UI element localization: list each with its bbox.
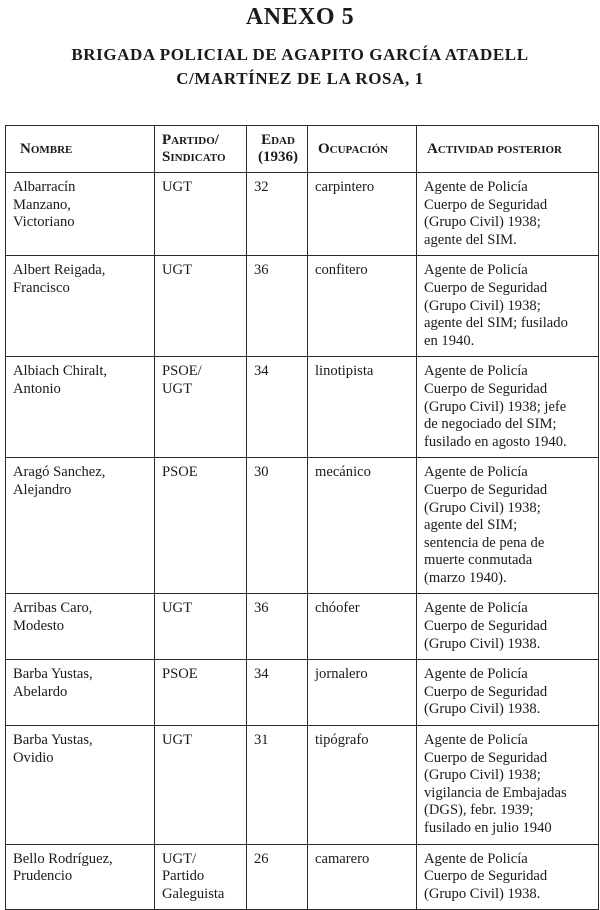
cell-actividad-line: Agente de Policía xyxy=(424,600,528,617)
cell-ocupacion: linotipista xyxy=(308,357,417,458)
cell-nombre-line: Arribas Caro, xyxy=(13,600,93,617)
table-body xyxy=(6,173,599,910)
cell-actividad-line: en 1940. xyxy=(424,332,475,349)
cell-nombre-line: Manzano, xyxy=(13,196,71,213)
cell-nombre-line: Prudencio xyxy=(13,868,73,885)
table-header-row xyxy=(6,126,599,173)
cell-nombre-line: Albarracín xyxy=(13,179,76,195)
table-row xyxy=(6,256,599,357)
cell-actividad-line: agente del SIM; fusilado xyxy=(424,315,568,332)
cell-edad: 36 xyxy=(247,594,308,660)
cell-actividad-line: Cuerpo de Seguridad xyxy=(424,196,548,213)
annex-table xyxy=(5,125,599,910)
table-row xyxy=(6,458,599,594)
cell-partido-line: PSOE/ xyxy=(162,363,202,380)
cell-actividad-line: Cuerpo de Seguridad xyxy=(424,868,548,885)
cell-actividad xyxy=(417,256,599,357)
cell-partido-line: UGT xyxy=(162,732,192,749)
cell-nombre-line: Victoriano xyxy=(13,214,75,231)
cell-actividad-line: (Grupo Civil) 1938; jefe xyxy=(424,398,567,415)
cell-nombre xyxy=(6,357,155,458)
cell-ocupacion: camarero xyxy=(308,844,417,910)
column-header-ocupacion xyxy=(308,126,417,173)
cell-actividad xyxy=(417,458,599,594)
cell-partido-line: UGT xyxy=(162,600,192,617)
cell-nombre-line: Albiach Chiralt, xyxy=(13,363,108,380)
cell-actividad-line: (Grupo Civil) 1938; xyxy=(424,297,541,314)
cell-nombre xyxy=(6,726,155,845)
cell-nombre-line: Modesto xyxy=(13,618,65,635)
cell-nombre xyxy=(6,844,155,910)
cell-partido xyxy=(155,357,247,458)
cell-nombre-line: Albert Reigada, xyxy=(13,262,106,279)
cell-nombre xyxy=(6,173,155,256)
cell-partido xyxy=(155,256,247,357)
cell-actividad xyxy=(417,844,599,910)
cell-partido xyxy=(155,726,247,845)
table-row xyxy=(6,173,599,256)
cell-nombre-line: Barba Yustas, xyxy=(13,732,93,749)
cell-actividad-line: muerte conmutada xyxy=(424,552,533,569)
column-header-actividad xyxy=(417,126,599,173)
cell-ocupacion: mecánico xyxy=(308,458,417,594)
cell-nombre-line: Francisco xyxy=(13,279,70,296)
cell-partido-line: Galeguista xyxy=(162,885,225,902)
column-header-ocupacion-text: Ocupación xyxy=(318,140,389,157)
cell-actividad-line: agente del SIM. xyxy=(424,231,517,248)
cell-partido-line: UGT xyxy=(162,179,192,195)
cell-actividad-line: Cuerpo de Seguridad xyxy=(424,749,548,766)
cell-actividad xyxy=(417,660,599,726)
cell-actividad-line: Agente de Policía xyxy=(424,732,528,749)
cell-partido-line: PSOE xyxy=(162,666,198,683)
cell-ocupacion: chóofer xyxy=(308,594,417,660)
cell-partido-line: PSOE xyxy=(162,464,198,481)
cell-actividad-line: de negociado del SIM; xyxy=(424,416,557,433)
cell-ocupacion: confitero xyxy=(308,256,417,357)
table-row xyxy=(6,660,599,726)
cell-actividad xyxy=(417,726,599,845)
cell-nombre-line: Barba Yustas, xyxy=(13,666,93,683)
cell-partido xyxy=(155,594,247,660)
cell-actividad-line: Cuerpo de Seguridad xyxy=(424,279,548,296)
cell-actividad-line: Cuerpo de Seguridad xyxy=(424,683,548,700)
column-header-edad-line-2: (1936) xyxy=(258,149,298,165)
cell-actividad-line: Cuerpo de Seguridad xyxy=(424,618,548,635)
cell-nombre xyxy=(6,594,155,660)
cell-nombre-line: Alejandro xyxy=(13,481,72,498)
cell-actividad-line: Cuerpo de Seguridad xyxy=(424,481,548,498)
cell-actividad-line: agente del SIM; xyxy=(424,517,518,534)
cell-nombre-line: Bello Rodríguez, xyxy=(13,850,113,867)
cell-partido xyxy=(155,844,247,910)
column-header-partido xyxy=(155,126,247,173)
cell-actividad-line: sentencia de pena de xyxy=(424,534,545,551)
cell-nombre xyxy=(6,256,155,357)
cell-actividad xyxy=(417,357,599,458)
cell-actividad-line: Agente de Policía xyxy=(424,363,528,380)
column-header-edad xyxy=(247,126,308,173)
cell-partido xyxy=(155,660,247,726)
cell-nombre-line: Antonio xyxy=(13,380,61,397)
cell-actividad-line: Agente de Policía xyxy=(424,464,528,481)
cell-ocupacion: carpintero xyxy=(308,173,417,256)
cell-partido-line: UGT xyxy=(162,380,192,397)
cell-nombre-line: Ovidio xyxy=(13,749,54,766)
table-row xyxy=(6,357,599,458)
cell-actividad-line: (Grupo Civil) 1938; xyxy=(424,499,541,516)
column-header-actividad-text: Actividad posterior xyxy=(427,140,562,157)
column-header-nombre-text: Nombre xyxy=(20,140,73,157)
cell-actividad-line: Agente de Policía xyxy=(424,850,528,867)
cell-nombre xyxy=(6,660,155,726)
cell-edad: 26 xyxy=(247,844,308,910)
cell-actividad-line: (Grupo Civil) 1938. xyxy=(424,701,541,718)
cell-actividad xyxy=(417,594,599,660)
cell-edad: 34 xyxy=(247,660,308,726)
cell-actividad-line: Agente de Policía xyxy=(424,666,528,683)
column-header-partido-line-1: Partido/ xyxy=(162,132,219,148)
page-subtitle-line-1: BRIGADA POLICIAL DE AGAPITO GARCÍA ATADELL xyxy=(71,45,529,64)
cell-partido-line: UGT xyxy=(162,262,192,279)
table-row xyxy=(6,726,599,845)
cell-edad: 34 xyxy=(247,357,308,458)
cell-actividad-line: fusilado en julio 1940 xyxy=(424,820,552,836)
cell-nombre xyxy=(6,458,155,594)
cell-actividad-line: vigilancia de Embajadas xyxy=(424,784,567,801)
cell-partido-line: Partido xyxy=(162,868,205,885)
cell-ocupacion: jornalero xyxy=(308,660,417,726)
column-header-partido-line-2: Sindicato xyxy=(162,149,226,165)
cell-actividad-line: (Grupo Civil) 1938; xyxy=(424,767,541,784)
cell-nombre-line: Aragó Sanchez, xyxy=(13,464,106,481)
cell-actividad-line: (Grupo Civil) 1938; xyxy=(424,214,541,231)
cell-actividad-line: (DGS), febr. 1939; xyxy=(424,802,534,819)
cell-partido-line: UGT/ xyxy=(162,850,197,867)
page-title: ANEXO 5 xyxy=(245,4,355,30)
cell-actividad-line: (Grupo Civil) 1938. xyxy=(424,885,541,902)
cell-ocupacion: tipógrafo xyxy=(308,726,417,845)
page-subtitle-line-2: C/MARTÍNEZ DE LA ROSA, 1 xyxy=(176,69,424,88)
cell-edad: 30 xyxy=(247,458,308,594)
cell-nombre-line: Abelardo xyxy=(13,683,68,700)
cell-actividad xyxy=(417,173,599,256)
cell-edad: 32 xyxy=(247,173,308,256)
column-header-nombre xyxy=(6,126,155,173)
cell-edad: 36 xyxy=(247,256,308,357)
table-row xyxy=(6,844,599,910)
cell-partido xyxy=(155,458,247,594)
cell-actividad-line: Agente de Policía xyxy=(424,262,528,279)
cell-actividad-line: Cuerpo de Seguridad xyxy=(424,380,548,397)
cell-actividad-line: fusilado en agosto 1940. xyxy=(424,433,567,450)
column-header-edad-line-1: Edad xyxy=(261,132,295,148)
cell-actividad-line: (marzo 1940). xyxy=(424,569,507,586)
cell-edad: 31 xyxy=(247,726,308,845)
table-row xyxy=(6,594,599,660)
cell-partido xyxy=(155,173,247,256)
cell-actividad-line: Agente de Policía xyxy=(424,179,528,195)
cell-actividad-line: (Grupo Civil) 1938. xyxy=(424,635,541,652)
